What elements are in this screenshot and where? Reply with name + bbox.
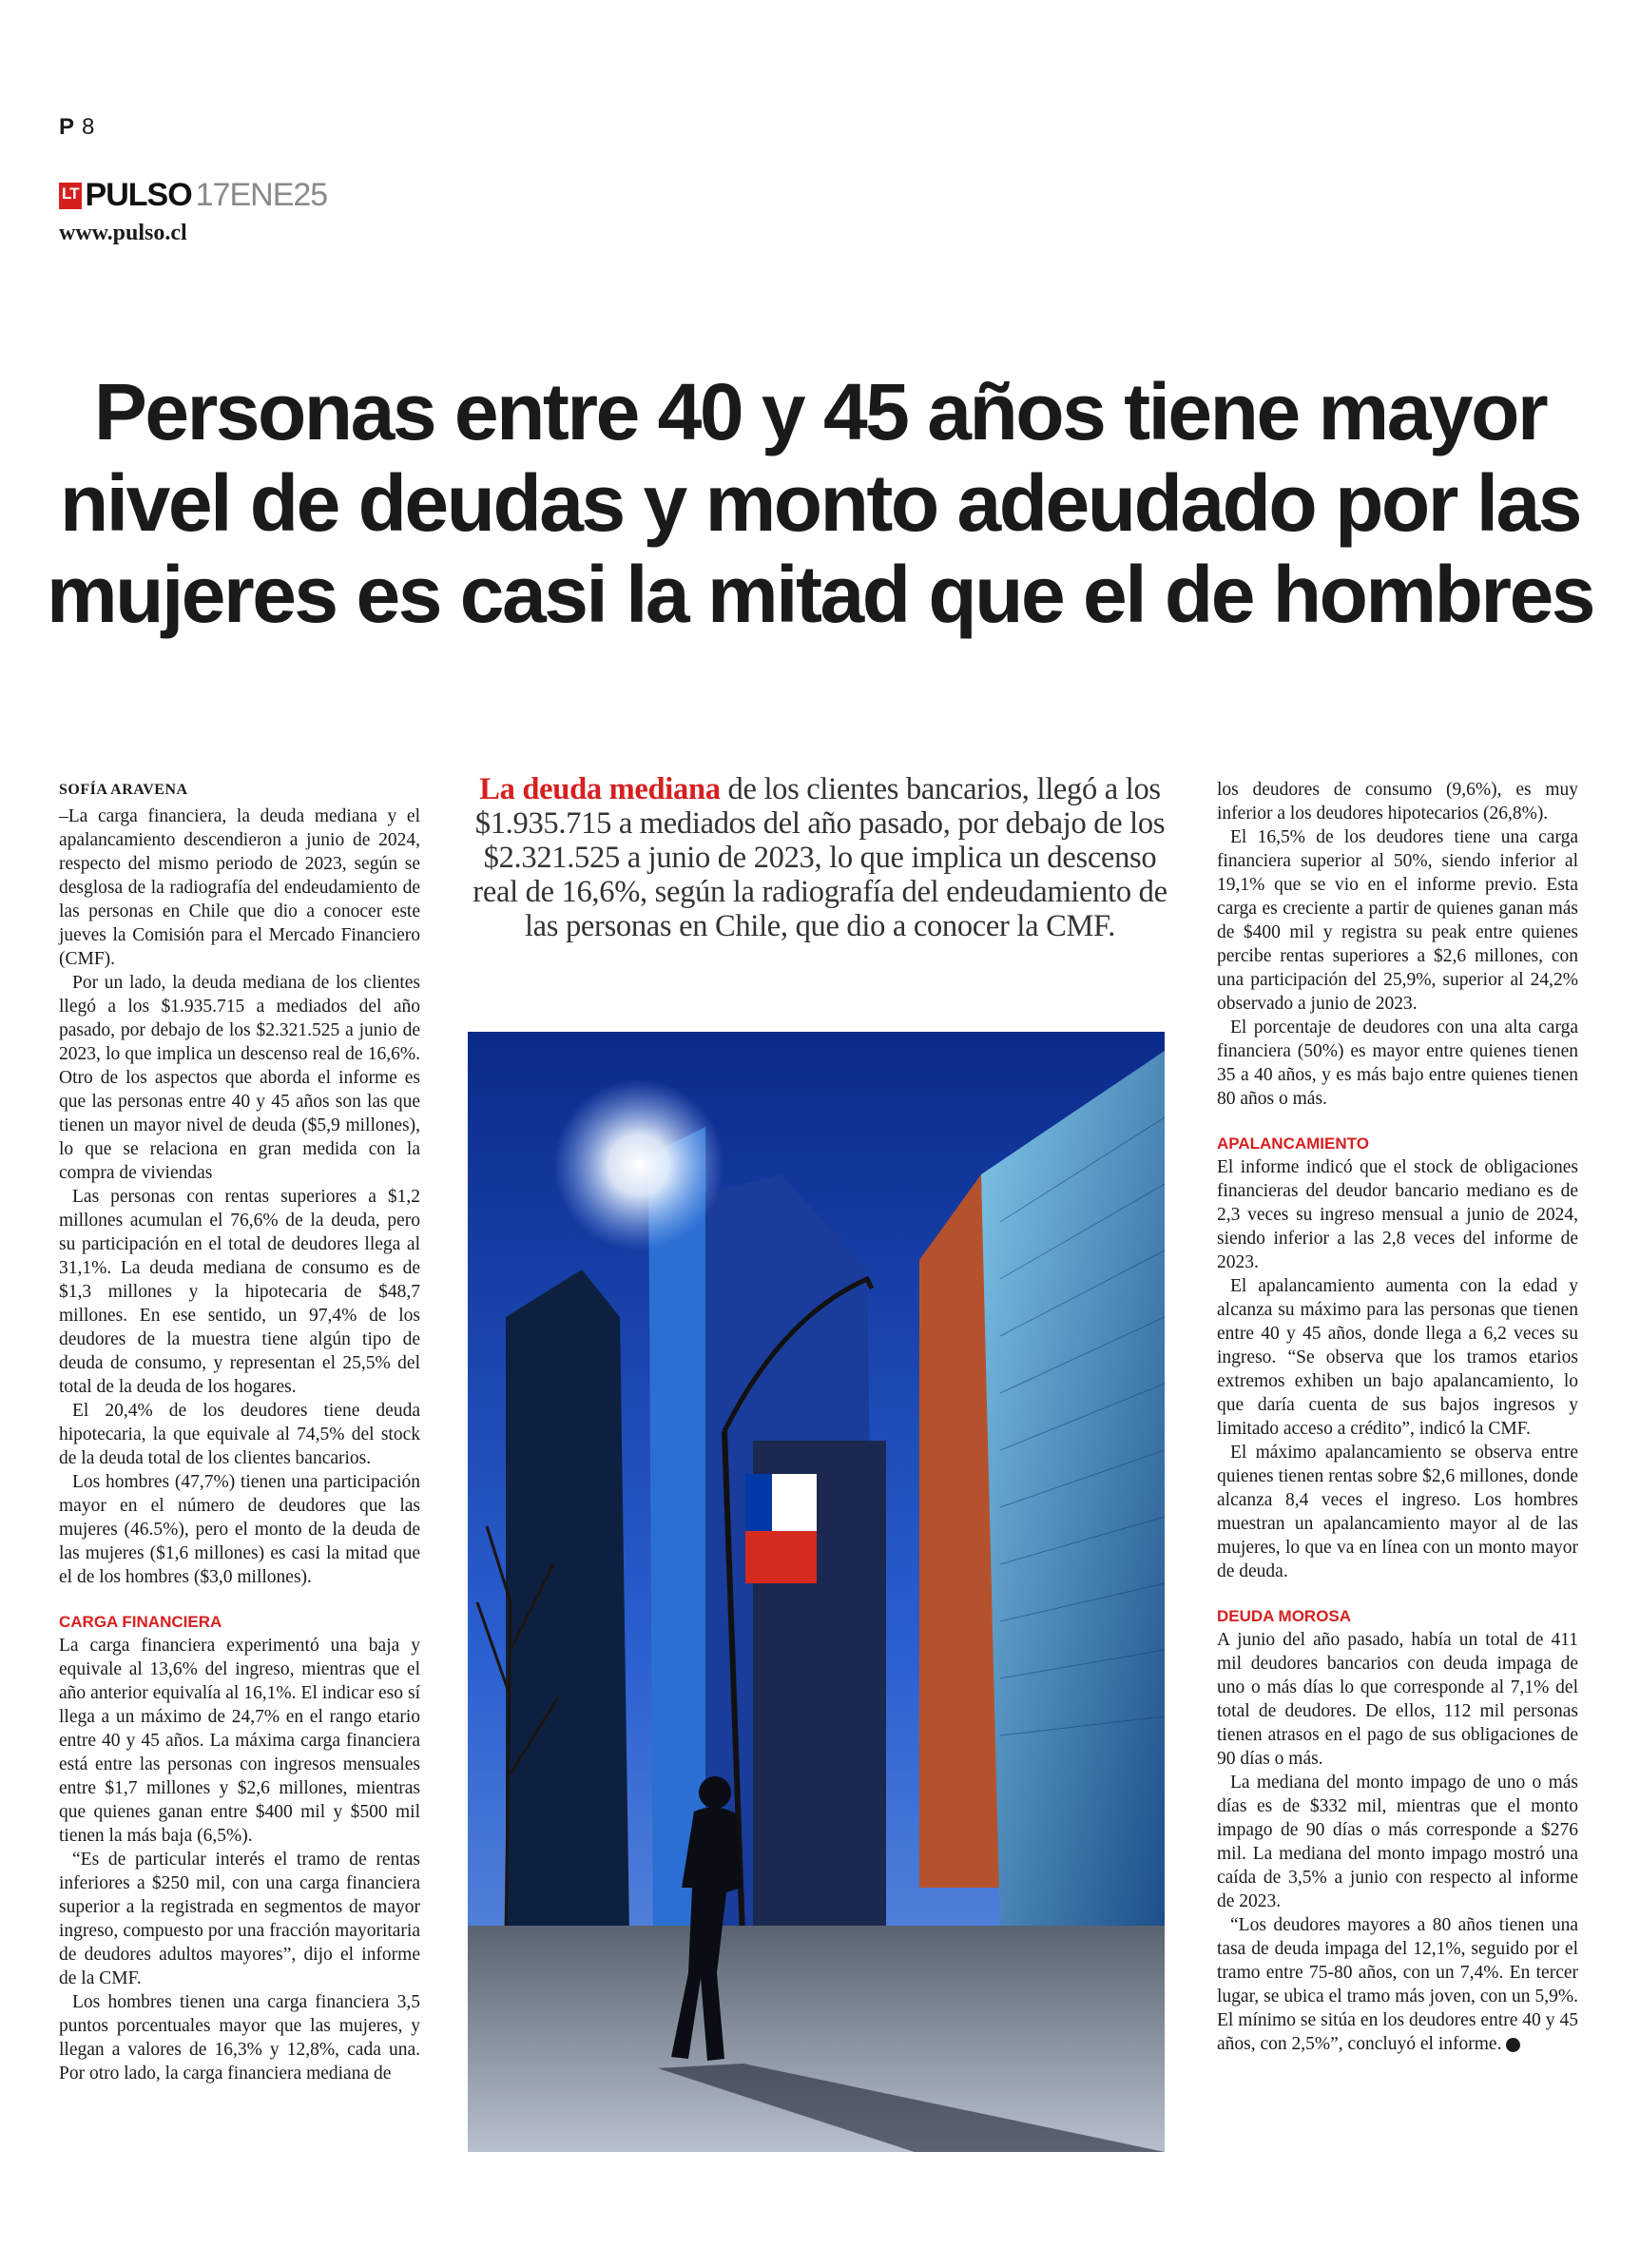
paragraph: [1217, 1913, 1578, 2056]
byline: SOFÍA ARAVENA: [59, 782, 188, 798]
paragraph: El máximo apalancamiento se observa entre quienes tienen rentas sobre $2,6 millones, donde alcanza 8,4 veces el ingreso. Los hombres muestran un apalancamiento mayor al de las mujeres, lo que va en línea con un monto mayor de deuda.: [1217, 1443, 1578, 1581]
page-folio: [59, 114, 94, 141]
page-letter: P: [59, 114, 75, 140]
paragraph: El 20,4% de los deudores tiene deuda hipotecaria, la que equivale al 74,5% del stock de la deuda total de los clientes bancarios.: [59, 1401, 420, 1468]
lead-highlight: La deuda mediana: [479, 772, 721, 806]
closing-text: “Los deudores mayores a 80 años tienen una tasa de deuda impaga del 12,1%, seguido por el tramo entre 75-80 años, con un 7,4%. En tercer lugar, se ubica el tramo más joven, con un 5,9%. El mínimo se sitúa en los deudores entre 40 y 45 años, con 2,5%”, concluyó el informe.: [1217, 1915, 1578, 2054]
paragraph: El apalancamiento aumenta con la edad y alcanza su máximo para las personas que tienen entre 40 y 45 años, donde llega a 6,2 veces su ingreso. “Se observa que los tramos etarios extremos exhiben un bajo apalancamiento, lo que daría cuenta de sus bajos ingresos y limitado acceso a crédito”, indicó la CMF.: [1217, 1276, 1578, 1439]
paragraph: El informe indicó que el stock de obligaciones financieras del deudor bancario mediano es de 2,3 veces su ingreso mensual a junio de 2024, siendo inferior a las 2,8 veces del informe de 2023.: [1217, 1157, 1578, 1272]
masthead: [59, 177, 327, 214]
lead-paragraph: [466, 772, 1174, 943]
paragraph: Las personas con rentas superiores a $1,2 millones acumulan el 76,6% de la deuda, pero su participación en el total de deudores llega al 31,1%. La deuda mediana de consumo es de $1,3 millones y la hipotecaria de $48,7 millones. En ese sentido, un 97,4% de los deudores de la muestra tiene algún tipo de deuda de consumo, y representan el 25,5% del total de la deuda de los hogares.: [59, 1187, 420, 1397]
chilean-flag: [745, 1474, 817, 1583]
column-right: [1217, 778, 1578, 2056]
paragraph: Los hombres tienen una carga financiera 3,5 puntos porcentuales mayor que las mujeres, y llegan a valores de 16,3% y 12,8%, cada una. Por otro lado, la carga financiera mediana de: [59, 1992, 420, 2084]
paragraph: “Es de particular interés el tramo de rentas inferiores a $250 mil, con una carga financiera superior a la registrada en segmentos de mayor ingreso, compuesto por una fracción mayoritaria de deudores adultos mayores”, dijo el informe de la CMF.: [59, 1850, 420, 1988]
tower-glass-right: [981, 1051, 1165, 1935]
headline: Personas entre 40 y 45 años tiene mayor nivel de deudas y monto adeudado por las mujeres es casi la mitad que el de hombres: [46, 367, 1594, 639]
column-left: [59, 778, 420, 2085]
paragraph: los deudores de consumo (9,6%), es muy inferior a los deudores hipotecarios (26,8%).: [1217, 780, 1578, 824]
edition-date: 17ENE25: [195, 177, 328, 213]
tower-left: [506, 1270, 629, 1945]
paragraph: El 16,5% de los deudores tiene una carga financiera superior al 50%, siendo inferior al 19,1% que se vio en el informe previo. Esta carga es creciente a partir de quienes ganan más de $400 mil y registra su peak entre quienes percibe rentas superiores a $2,6 millones, con una participación del 25,9%, superior al 24,2% observado a junio de 2023.: [1217, 827, 1578, 1014]
subhead-deuda-morosa: DEUDA MOROSA: [1217, 1607, 1352, 1625]
subhead-carga-financiera: CARGA FINANCIERA: [59, 1613, 222, 1631]
city-photo: [468, 1032, 1165, 2152]
brand-name: PULSO: [85, 177, 192, 213]
paragraph: Los hombres (47,7%) tienen una participación mayor en el número de deudores que las mujeres (46.5%), pero el monto de la deuda de las mujeres ($1,6 millones) es casi la mitad que el de los hombres ($3,0 millones).: [59, 1472, 420, 1587]
page-number: 8: [82, 114, 95, 140]
paragraph: –La carga financiera, la deuda mediana y el apalancamiento descendieron a junio de 2024, respecto del mismo periodo de 2023, según se desglosa de la radiografía del endeudamiento de las personas en Chile que dio a conocer este jueves la Comisión para el Mercado Financiero (CMF).: [59, 806, 420, 969]
lt-logo: LT: [59, 183, 82, 209]
website-link[interactable]: www.pulso.cl: [59, 221, 187, 245]
paragraph: Por un lado, la deuda mediana de los clientes llegó a los $1.935.715 a mediados del año pasado, por debajo de los $2.321.525 a junio de 2023, lo que implica un descenso real de 16,6%. Otro de los aspectos que aborda el informe es que las personas entre 40 y 45 años son las que tienen un mayor nivel de deuda ($5,9 millones), lo que se relaciona en gran medida con la compra de viviendas: [59, 973, 420, 1183]
lead-text: de los clientes bancarios, llegó a los $1.935.715 a mediados del año pasado, por debajo de los $2.321.525 a junio de 2023, lo que implica un descenso real de 16,6%, según la radiografía del endeudamiento de las personas en Chile, que dio a conocer la CMF.: [473, 772, 1167, 943]
paragraph: El porcentaje de deudores con una alta carga financiera (50%) es mayor entre quienes tienen 35 a 40 años, y es más bajo entre quienes tienen 80 años o más.: [1217, 1018, 1578, 1109]
sun-glare: [553, 1079, 724, 1250]
subhead-apalancamiento: APALANCAMIENTO: [1217, 1134, 1369, 1153]
paragraph: La mediana del monto impago de uno o más días es de $332 mil, mientras que el monto impago de 90 días o más corresponde a $276 mil. La mediana del monto impago mostró una caída de 3,5% a junio con respecto al informe de 2023.: [1217, 1773, 1578, 1911]
end-mark-icon: P: [1506, 2038, 1520, 2052]
paragraph: A junio del año pasado, había un total de 411 mil deudores bancarios con deuda impaga de uno o más días lo que corresponde al 7,1% del total de deudores. De ellos, 112 mil personas tienen atrasos en el pago de sus obligaciones de 90 días o más.: [1217, 1630, 1578, 1769]
paragraph: La carga financiera experimentó una baja y equivale al 13,6% del ingreso, mientras que el año anterior equivalía al 16,1%. El indicar eso sí llega a un máximo de 24,7% en el rango etario entre 40 y 45 años. La máxima carga financiera está entre las personas con ingresos mensuales entre $1,7 millones y $2,6 millones, mientras que quienes ganan entre $400 mil y $500 mil tienen la más baja (6,5%).: [59, 1636, 420, 1846]
